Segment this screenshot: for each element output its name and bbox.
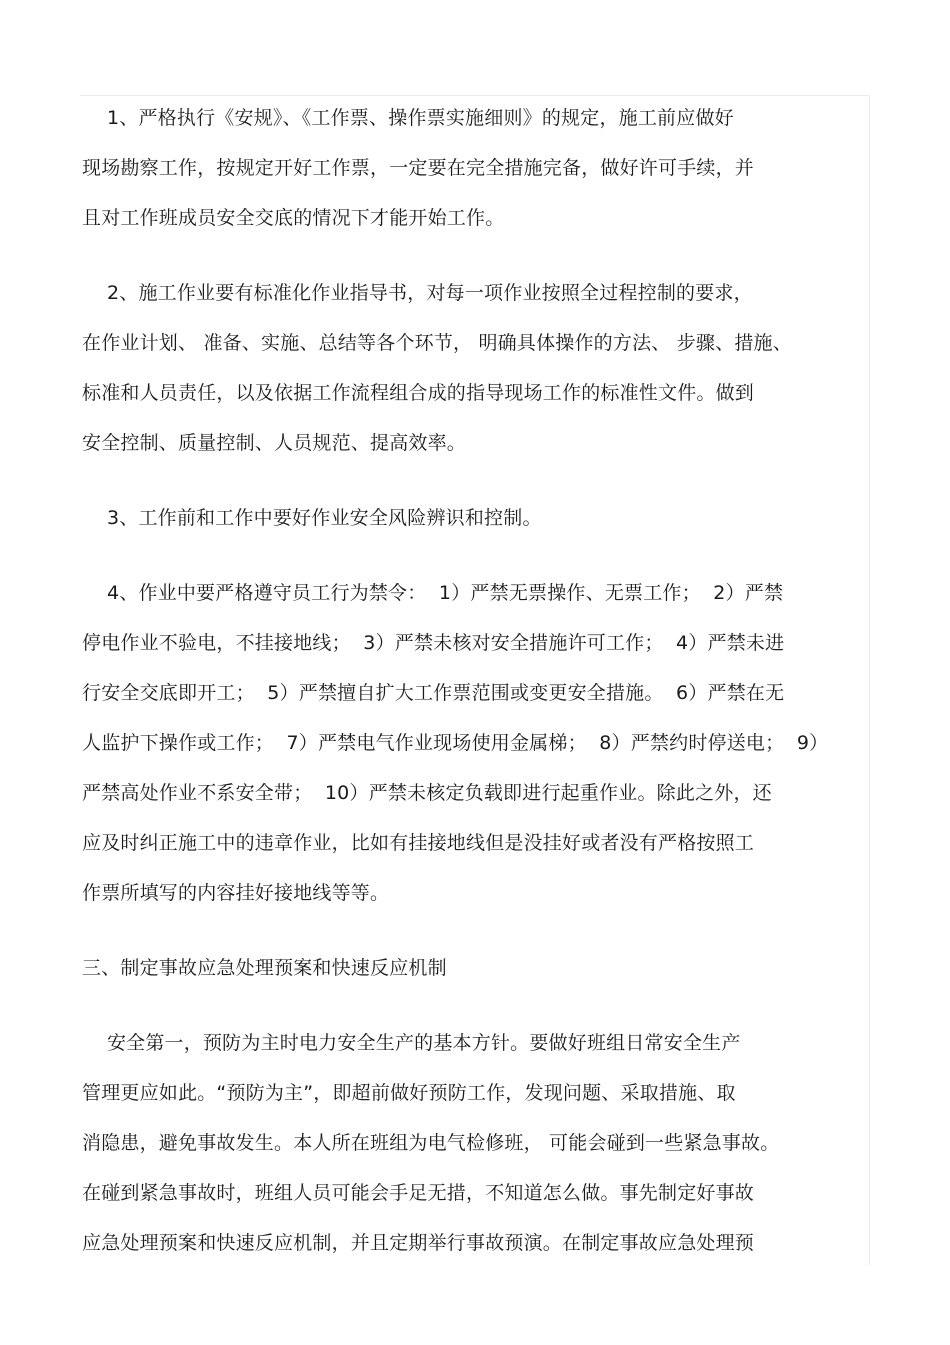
text-line: 4、作业中要严格遵守员工行为禁令： 1）严禁无票操作、无票工作； 2）严禁 (82, 582, 784, 604)
text-line: 人监护下操作或工作； 7）严禁电气作业现场使用金属梯； 8）严禁约时停送电； 9） (82, 732, 829, 754)
text-line: 标准和人员责任，以及依据工作流程组合成的指导现场工作的标准性文件。做到 (82, 382, 755, 404)
text-line: 2、施工作业要有标准化作业指导书，对每一项作业按照全过程控制的要求， (82, 282, 753, 304)
text-line: 停电作业不验电，不挂接地线； 3）严禁未核对安全措施许可工作； 4）严禁未进 (82, 632, 785, 654)
page-border-right (869, 95, 870, 1265)
text-line: 且对工作班成员安全交底的情况下才能开始工作。 (82, 207, 505, 229)
text-line: 行安全交底即开工； 5）严禁擅自扩大工作票范围或变更安全措施。 6）严禁在无 (82, 682, 785, 704)
text-line: 严禁高处作业不系安全带； 10）严禁未核定负载即进行起重作业。除此之外，还 (82, 782, 772, 804)
text-line: 在作业计划、 准备、实施、总结等各个环节， 明确具体操作的方法、 步骤、措施、 (82, 332, 792, 354)
section-heading: 三、制定事故应急处理预案和快速反应机制 (82, 957, 447, 979)
text-line: 在碰到紧急事故时，班组人员可能会手足无措，不知道怎么做。事先制定好事故 (82, 1182, 755, 1204)
text-line: 安全控制、质量控制、人员规范、提高效率。 (82, 432, 467, 454)
text-line: 管理更应如此。“预防为主”，即超前做好预防工作，发现问题、采取措施、取 (82, 1082, 736, 1104)
text-line: 现场勘察工作，按规定开好工作票，一定要在完全措施完备，做好许可手续，并 (82, 157, 755, 179)
text-line: 应急处理预案和快速反应机制，并且定期举行事故预演。在制定事故应急处理预 (82, 1232, 755, 1254)
page-border-top (80, 95, 870, 96)
text-line: 3、工作前和工作中要好作业安全风险辨识和控制。 (82, 507, 542, 529)
text-line: 1、严格执行《安规》、《工作票、操作票实施细则》的规定，施工前应做好 (82, 107, 734, 129)
text-line: 作票所填写的内容挂好接地线等等。 (82, 882, 390, 904)
text-line: 应及时纠正施工中的违章作业，比如有挂接地线但是没挂好或者没有严格按照工 (82, 832, 755, 854)
text-line: 安全第一，预防为主时电力安全生产的基本方针。要做好班组日常安全生产 (82, 1032, 741, 1054)
text-line: 消隐患，避免事故发生。本人所在班组为电气检修班， 可能会碰到一些紧急事故。 (82, 1132, 780, 1154)
